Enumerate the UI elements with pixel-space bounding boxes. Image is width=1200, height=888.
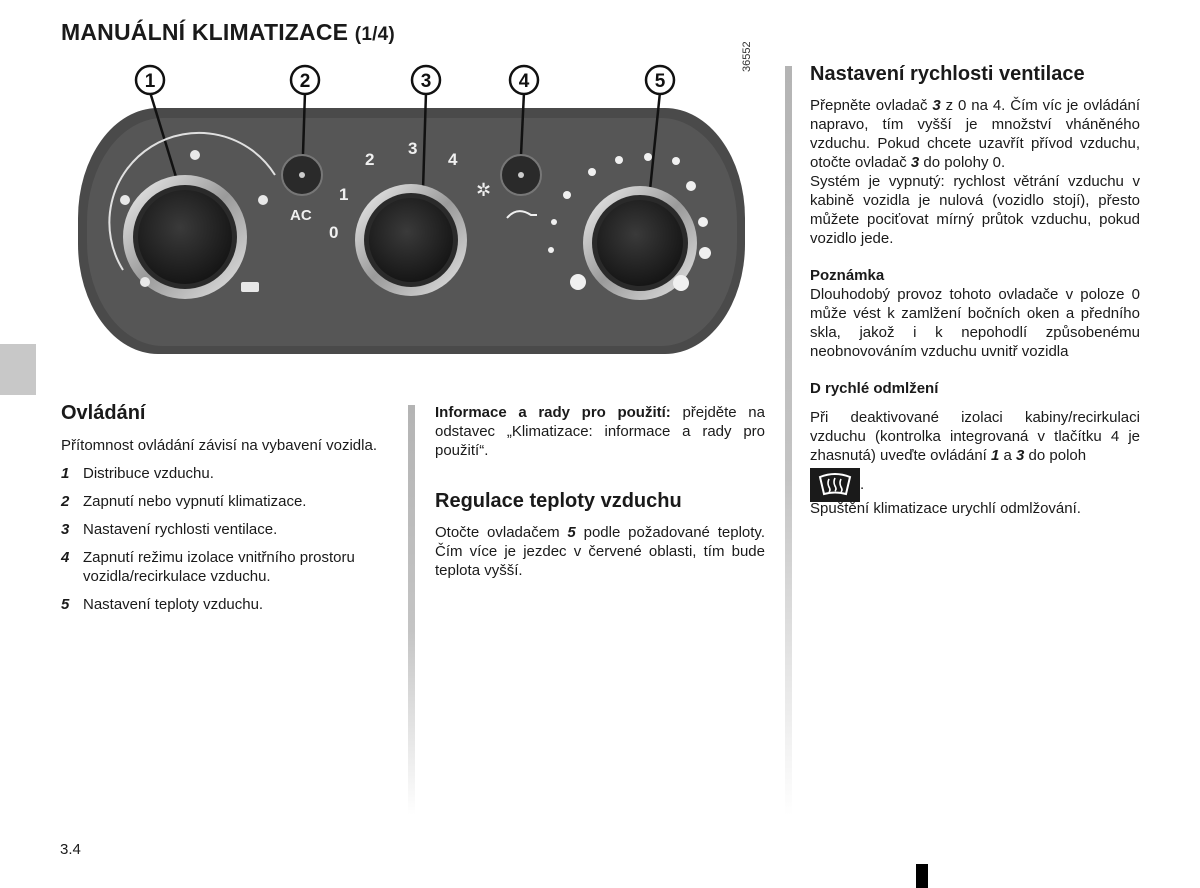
controls-intro: Přítomnost ovládání závisí na vybavení vozidla. — [61, 437, 377, 454]
ac-label: AC — [290, 207, 312, 224]
list-item: 5 Nastavení teploty vzduchu. — [61, 596, 264, 613]
note-paragraph: Dlouhodobý provoz tohoto ovladače v poloze 0 může vést k zamlžení bočních oken a předního skla, jakož i k nepohodlí způsobenému neobnovováním vzduchu uvnitř vozidla — [810, 286, 1140, 360]
page-marker — [916, 864, 928, 888]
fan-scale-0: 0 — [329, 223, 339, 242]
page-title — [61, 19, 395, 46]
defog-heading: D rychlé odmlžení — [810, 380, 939, 397]
defog-paragraph: Při deaktivované izolaci kabiny/recirkulaci vzduchu (kontrolka integrovaná v tlačítku 4 je zhasnutá) uveďte ovládání 1 a 3 do poloh — [810, 409, 1140, 464]
info-paragraph: Informace a rady pro použití: přejděte na odstavec „Klimatizace: informace a rady pro použití“. — [435, 404, 765, 459]
chapter-tab — [0, 344, 36, 395]
fan-speed-knob[interactable] — [355, 184, 467, 296]
fan-scale-2: 2 — [365, 150, 375, 169]
defog-icon-line: . — [810, 468, 1140, 502]
svg-text:2: 2 — [299, 71, 311, 92]
windscreen-defog-icon — [810, 468, 860, 502]
svg-text:5: 5 — [654, 71, 666, 92]
list-item: 4 Zapnutí režimu izolace vnitřního prostoru vozidla/recirkulace vzduchu. — [61, 549, 355, 585]
list-item: 3 Nastavení rychlosti ventilace. — [61, 521, 278, 538]
recirculation-button[interactable] — [501, 155, 541, 195]
page-title-part: (1/4) — [354, 24, 395, 45]
svg-text:1: 1 — [144, 71, 156, 92]
page-title-main: MANUÁLNÍ KLIMATIZACE — [61, 19, 349, 45]
callout-3 — [412, 66, 440, 94]
fan-speed-heading: Nastavení rychlosti ventilace — [810, 63, 1085, 85]
figure-code: 36552 — [741, 41, 753, 72]
callout-4 — [510, 66, 538, 94]
ac-button[interactable] — [282, 155, 322, 195]
defog-note: Spuštění klimatizace urychlí odmlžování. — [810, 500, 1081, 518]
right-column — [810, 63, 1140, 518]
callout-2 — [291, 66, 319, 94]
system-off-paragraph: Systém je vypnutý: rychlost větrání vzduchu v kabině vozidla je nulová (vozidlo stojí), přesto můžete pociťovat mírný průtok vzduchu, pokud vozidlo jede. — [810, 173, 1140, 247]
controls-section — [61, 402, 391, 614]
fan-scale-4: 4 — [448, 150, 458, 169]
callout-5 — [646, 66, 674, 94]
fan-scale-3: 3 — [408, 139, 418, 158]
controls-list — [61, 464, 391, 614]
list-item: 2 Zapnutí nebo vypnutí klimatizace. — [61, 493, 307, 510]
temperature-heading: Regulace teploty vzduchu — [435, 490, 682, 512]
callout-1 — [136, 66, 164, 94]
svg-text:3: 3 — [420, 71, 432, 92]
fan-icon: ✲ — [476, 180, 492, 201]
temperature-paragraph: Otočte ovladačem 5 podle požadované teploty. Čím více je jezdec v červené oblasti, tím bude teplota vyšší. — [435, 524, 765, 579]
note-heading: Poznámka — [810, 267, 885, 284]
page-number: 3.4 — [60, 841, 81, 858]
list-item: 1 Distribuce vzduchu. — [61, 465, 214, 482]
column-divider-left — [408, 405, 415, 815]
fan-scale-1: 1 — [339, 185, 349, 204]
fan-speed-paragraph: Přepněte ovladač 3 z 0 na 4. Čím víc je ovládání napravo, tím vyšší je množství vháněného vzduchu. Pokud chcete uzavřít přívod vzduchu, otočte ovladač 3 do polohy 0. — [810, 97, 1140, 171]
middle-column — [435, 403, 765, 580]
climate-control-figure — [75, 60, 765, 360]
column-divider-right — [785, 66, 792, 816]
svg-text:4: 4 — [518, 71, 530, 92]
controls-heading: Ovládání — [61, 402, 146, 424]
